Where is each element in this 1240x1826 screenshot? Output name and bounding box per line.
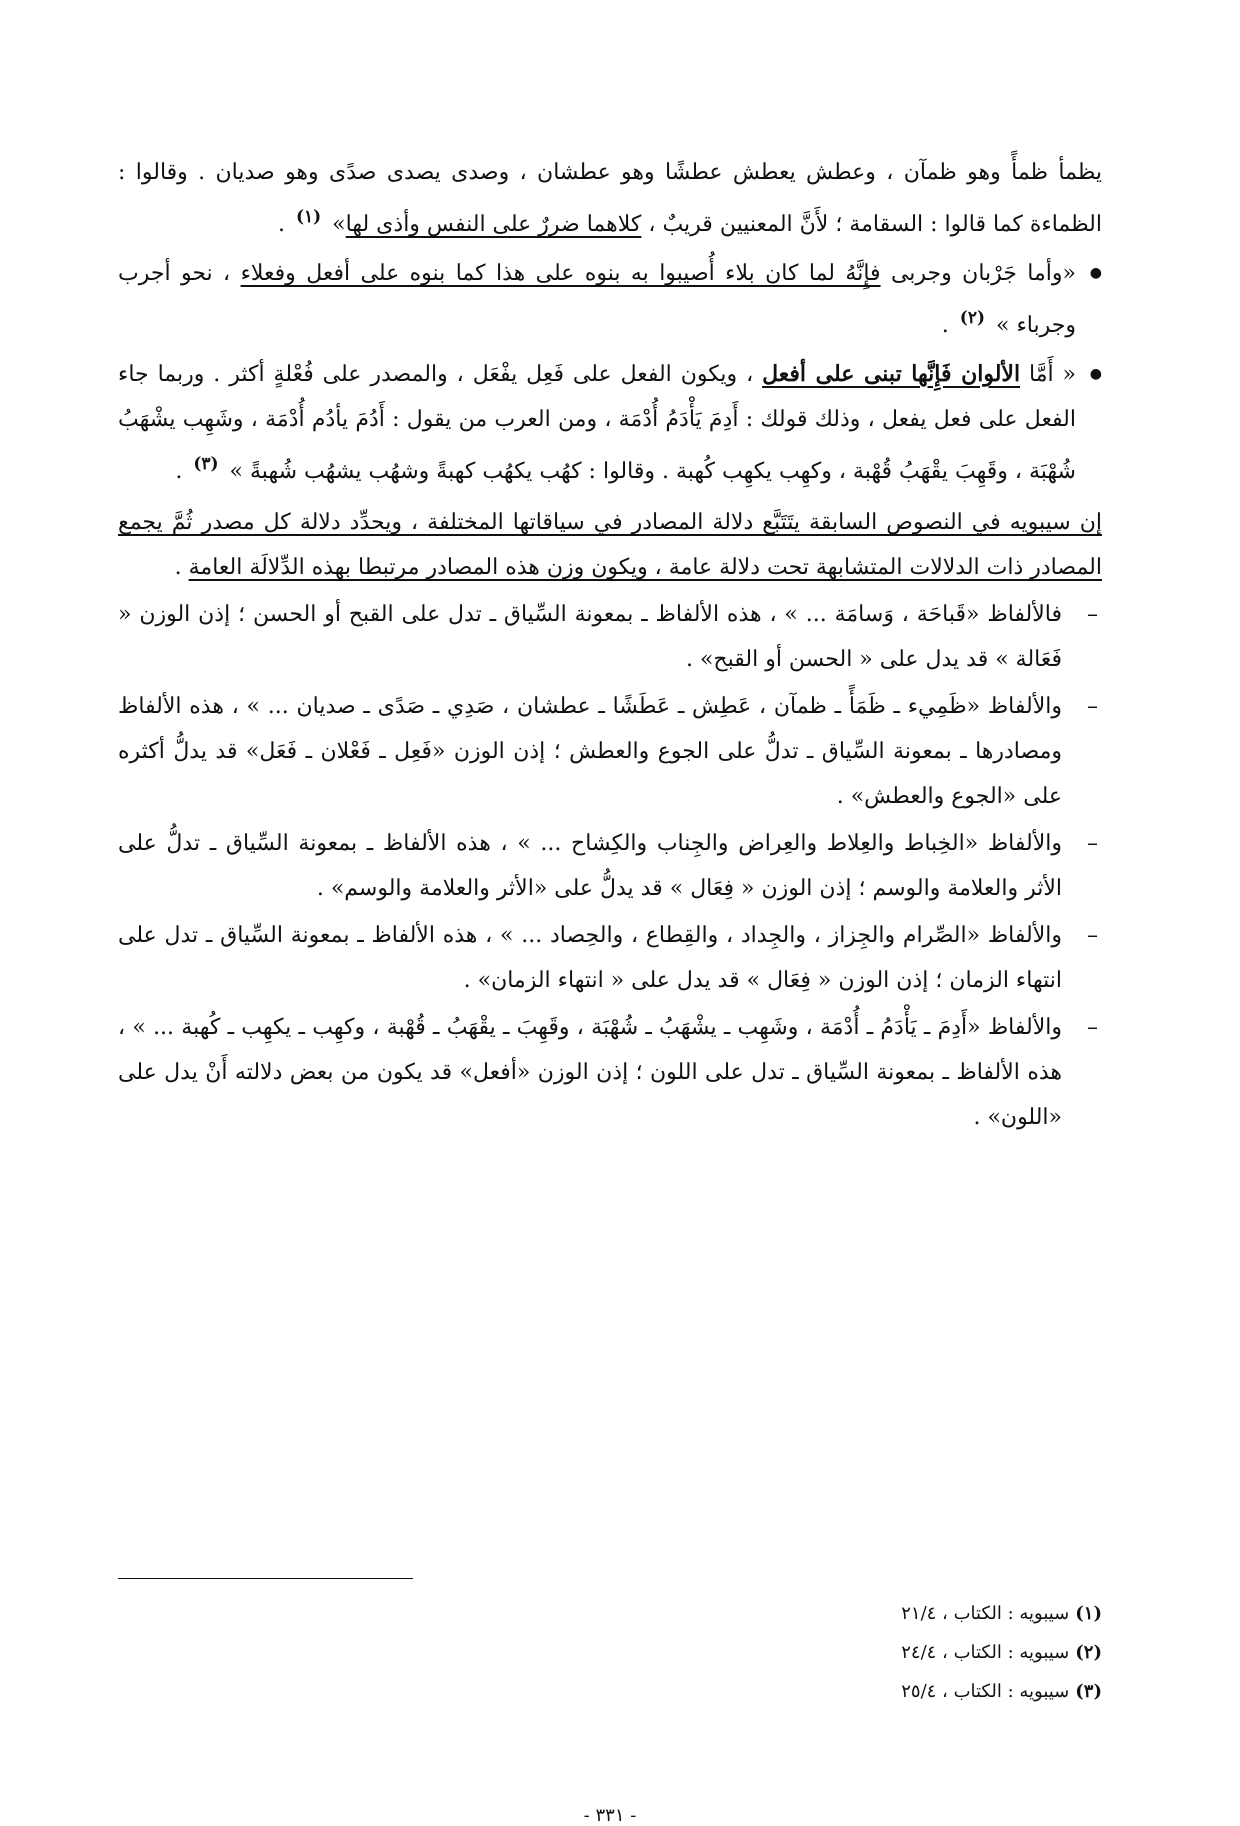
page-number: - ٣٣١ - (583, 1805, 637, 1826)
dash-item-4: – والألفاظ «الصِّرام والجِزاز ، والجِداد ، والقِطاع ، والحِصاد ... » ، هذه الألفاظ ـ بمعونة السِّياق ـ تدل على انتهاء الزمان ؛ إذن الوزن « فِعَال » قد يدل على « انتهاء الزمان» . (118, 913, 1102, 1003)
bullet-item-2 (118, 352, 1102, 494)
bullet-text: « أَمَّا (1020, 362, 1077, 387)
quote-close: » (325, 212, 346, 237)
footnote-1 (901, 1594, 1102, 1633)
period: . (175, 459, 190, 484)
dash-item-5: – والألفاظ «أَدِمَ ـ يَأْدَمُ ـ أُدْمَة ، وشَهِب ـ يشْهَبُ ـ شُهْبَة ، وقَهِبَ ـ يقْهَبُ ـ قُهْبة ، وكهِب ـ يكهِب ـ كُهبة ... » ، هذه الألفاظ ـ بمعونة السِّياق ـ تدل على اللون ؛ إذن الوزن «أفعل» قد يكون من بعض دلالته أَنْ يدل على «اللون» . (118, 1005, 1102, 1140)
footnote-number: (٢) (1075, 1642, 1102, 1663)
footnote-3 (901, 1672, 1102, 1711)
footnote-divider (118, 1578, 413, 1579)
footnote-text: سيبويه : الكتاب ، ٢٥/٤ (901, 1681, 1070, 1702)
page-body (118, 150, 1102, 1826)
dash-item-2: – والألفاظ «ظَمِيء ـ ظَمَأً ـ ظمآن ، عَطِش ـ عَطَشًا ـ عطشان ، صَدِي ـ صَدًى ـ صديان ... » ، هذه الألفاظ ومصادرها ـ بمعونة السِّياق ـ تدلُّ على الجوع والعطش ؛ إذن الوزن «فَعِل ـ فَعْلان ـ فَعَل» قد يدلُّ أكثره على «الجوع والعطش» . (118, 684, 1102, 819)
bullet-text: ، نحو أجرب وجرباء » (118, 261, 1076, 338)
footnote-text: سيبويه : الكتاب ، ٢٤/٤ (901, 1642, 1070, 1663)
underlined-phrase: فإِنَّهُ لما كان بلاء أُصيبوا به بنوه على هذا كما بنوه على أفعل وفعلاء (240, 261, 881, 286)
period: . (941, 313, 956, 338)
footnote-ref-2[interactable]: (٢) (959, 308, 986, 328)
footnote-ref-1[interactable]: (١) (295, 207, 322, 227)
footnote-text: سيبويه : الكتاب ، ٢١/٤ (901, 1603, 1070, 1624)
footnotes (901, 1594, 1102, 1711)
dash-item-3: – والألفاظ «الخِباط والعِلاط والعِراض والجِناب والكِشاح ... » ، هذه الألفاظ ـ بمعونة السِّياق ـ تدلُّ على الأثر والعلامة والوسم ؛ إذن الوزن « فِعَال » قد يدلُّ على «الأثر والعلامة والوسم» . (118, 821, 1102, 911)
footnote-number: (١) (1075, 1603, 1102, 1624)
paragraph-intro (118, 150, 1102, 247)
underlined-summary: إن سيبويه في النصوص السابقة يتَتَبَّع دلالة المصادر في سياقاتها المختلفة ، ويحدِّد دلالة كل مصدر ثُمَّ يجمع المصادر ذات الدلالات المتشابهة تحت دلالة عامة ، ويكون وزن هذه المصادر مرتبطا بهذه الدِّلالَة العامة (118, 510, 1102, 580)
period: . (277, 212, 292, 237)
summary-paragraph (118, 500, 1102, 590)
period: . (174, 555, 189, 580)
underlined-phrase: كلاهما ضررٌ على النفس وأذى لها (345, 212, 642, 237)
footnote-ref-3[interactable]: (٣) (193, 454, 219, 474)
footnote-2 (901, 1633, 1102, 1672)
dash-item-1: – فالألفاظ «قَباحَة ، وَسامَة ... » ، هذه الألفاظ ـ بمعونة السِّياق ـ تدل على القبح أو الحسن ؛ إذن الوزن « فَعَالة » قد يدل على « الحسن أو القبح» . (118, 592, 1102, 682)
bullet-text: ، ويكون الفعل على فَعِل يفْعَل ، والمصدر على فُعْلةٍ أكثر . وربما جاء الفعل على فعل يفعل ، وذلك قولك : أَدِمَ يَأْدَمُ أُدْمَة ، ومن العرب من يقول : أَدُمَ يأدُم أُدْمَة ، وشَهِب يشْهَبُ شُهْبَة ، وقَهِبَ يقْهَبُ قُهْبة ، وكهِب يكهِب كُهبة . وقالوا : كهُب يكهُب كهبةً وشهُب يشهُب شُهبةً » (118, 362, 1076, 484)
bullet-item-1 (118, 251, 1102, 348)
footnote-number: (٣) (1075, 1681, 1102, 1702)
paragraph-text: يظمأ ظمأً وهو ظمآن ، وعطش يعطش عطشًا وهو عطشان ، وصدى يصدى صدًى وهو صديان . وقالوا : الظماءة كما قالوا : السقامة ؛ لأَنَّ المعنيين قريبٌ ، (118, 160, 1102, 237)
bullet-text: «وأما جَرْبان وجربى (880, 261, 1076, 286)
bold-underlined-phrase: الألوان فَإِنَّها تبنى على أفعل (762, 361, 1021, 387)
